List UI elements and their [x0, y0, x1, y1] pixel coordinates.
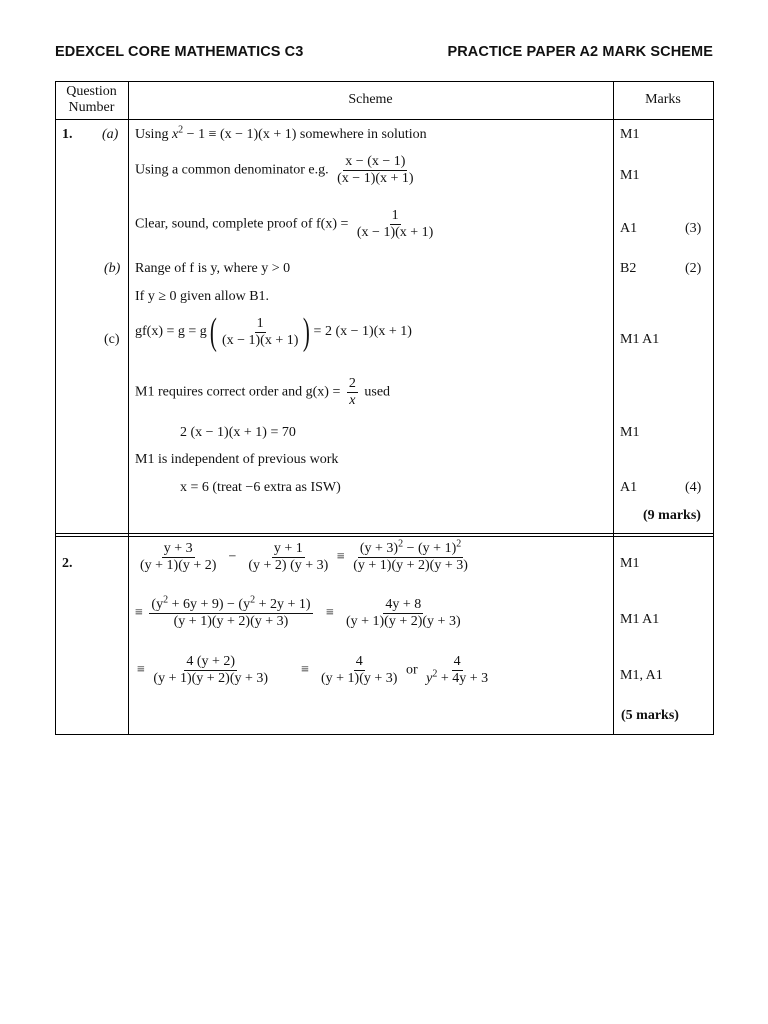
scheme-text: Clear, sound, complete proof of f(x) = — [135, 216, 349, 232]
exponent: 2 — [456, 538, 462, 550]
scheme-text: used — [364, 384, 391, 400]
scheme-text: Using — [135, 127, 172, 142]
numerator-part: + 6y + 9) − (y — [168, 597, 251, 612]
scheme-1b-line1: Range of f is y, where y > 0 — [135, 261, 291, 276]
question-number-2: 2. — [62, 556, 73, 571]
column-header-scheme: Scheme — [348, 92, 393, 107]
equiv-sign: ≡ — [137, 662, 145, 678]
fraction-denominator: (y + 1)(y + 2)(y + 3) — [173, 614, 289, 629]
fraction-denominator: (x − 1)(x + 1) — [356, 225, 434, 240]
scheme-1a-line1 — [135, 124, 427, 143]
mark-2-1: M1 — [620, 556, 640, 571]
numerator-part: − (y + 1) — [403, 541, 457, 556]
question-number-1: 1. — [62, 127, 73, 142]
mark-1c-3: M1 — [620, 425, 640, 440]
exponent: 2 — [398, 538, 404, 550]
fraction-denominator — [424, 668, 490, 687]
or-text: or — [405, 662, 418, 678]
scheme-1c-line1 — [135, 313, 412, 351]
fraction — [151, 654, 270, 687]
fraction-denominator: (x − 1)(x + 1) — [221, 332, 299, 348]
fraction-numerator: 4 — [355, 654, 363, 669]
fraction — [220, 316, 300, 349]
scheme-2-line1 — [135, 538, 473, 574]
mark-1a-3: A1 — [620, 221, 638, 236]
scheme-1c-line4: M1 is independent of previous work — [135, 452, 339, 467]
mark-1b-1: B2 — [620, 261, 637, 276]
table-border-bottom — [55, 734, 714, 735]
fraction-numerator: 1 — [256, 315, 264, 331]
fraction-denominator: (y + 1)(y + 2) — [140, 558, 217, 573]
scheme-1b-line2: If y ≥ 0 given allow B1. — [135, 289, 270, 304]
fraction — [319, 654, 399, 687]
fraction-numerator: 2 — [348, 376, 356, 391]
fraction — [335, 154, 415, 187]
table-border-right — [713, 81, 714, 735]
scheme-text: = 2 (x − 1)(x + 1) — [313, 324, 412, 340]
fraction-denominator: (y + 1)(y + 2)(y + 3) — [153, 671, 269, 686]
mark-1a-2: M1 — [620, 168, 640, 183]
math-variable: y — [426, 671, 433, 686]
fraction-numerator: 4 — [453, 654, 461, 669]
scheme-2-line2 — [135, 594, 466, 630]
fraction-denominator: (y + 2) (y + 3) — [248, 558, 329, 573]
fraction — [246, 541, 330, 574]
fraction-denominator: (y + 1)(y + 3) — [320, 671, 398, 686]
mark-1c-5: A1 — [620, 480, 638, 495]
column-header-question — [55, 84, 128, 116]
mark-1a-1: M1 — [620, 127, 640, 142]
column-divider-marks — [613, 81, 614, 735]
fraction-denominator: (x − 1)(x + 1) — [337, 171, 414, 186]
fraction-denominator: (y + 1)(y + 2)(y + 3) — [353, 558, 468, 573]
scheme-text: gf(x) = g = g — [135, 324, 207, 340]
fraction-numerator — [358, 538, 463, 558]
fraction — [355, 208, 435, 241]
column-header-question-line2: Number — [68, 100, 115, 115]
equiv-sign: ≡ — [301, 662, 309, 678]
fraction-denominator: (y + 1)(y + 2)(y + 3) — [345, 614, 461, 629]
fraction-numerator: y + 3 — [163, 541, 193, 556]
scheme-2-line3 — [137, 654, 493, 687]
header-title-right: PRACTICE PAPER A2 MARK SCHEME — [447, 44, 713, 60]
exponent: 2 — [163, 594, 169, 606]
mark-2-3: M1, A1 — [620, 668, 663, 683]
header-title-left: EDEXCEL CORE MATHEMATICS C3 — [55, 44, 304, 60]
right-paren: ) — [303, 311, 311, 353]
numerator-part: + 2y + 1) — [255, 597, 311, 612]
scheme-1c-line2 — [135, 376, 390, 409]
scheme-1a-line3 — [135, 208, 438, 241]
math-variable: x — [171, 127, 179, 142]
exponent: 2 — [432, 668, 438, 680]
fraction — [138, 541, 218, 574]
fraction — [351, 538, 470, 574]
mark-1b-total: (2) — [685, 261, 702, 276]
denominator-part: + 4y + 3 — [437, 671, 489, 686]
fraction — [149, 594, 312, 630]
question-divider-top — [55, 533, 714, 534]
equiv-sign: ≡ — [135, 605, 143, 621]
part-label-1a: (a) — [102, 127, 119, 142]
scheme-text: M1 requires correct order and g(x) = — [135, 384, 341, 400]
header-row-divider — [55, 119, 714, 120]
mark-1c-total: (4) — [685, 480, 702, 495]
equiv-sign: ≡ — [336, 549, 345, 565]
numerator-part: (y + 3) — [359, 541, 399, 556]
exponent: 2 — [250, 594, 256, 606]
column-header-marks: Marks — [645, 92, 681, 107]
equiv-sign: ≡ — [326, 605, 334, 621]
fraction-numerator: 1 — [391, 208, 399, 223]
fraction-numerator — [149, 594, 312, 614]
exponent: 2 — [178, 124, 184, 136]
part-label-1c: (c) — [104, 332, 120, 347]
fraction — [424, 654, 490, 687]
fraction-numerator: 4 (y + 2) — [186, 654, 236, 669]
minus-sign: − — [228, 549, 237, 565]
marks-total-q2: (5 marks) — [621, 708, 679, 723]
fraction-numerator: y + 1 — [273, 541, 303, 556]
left-paren: ( — [210, 311, 218, 353]
mark-1a-total: (3) — [685, 221, 702, 236]
question-divider-bottom — [55, 536, 714, 537]
fraction — [347, 376, 358, 409]
scheme-text: Using a common denominator e.g. — [135, 162, 329, 178]
column-divider-question — [128, 81, 129, 735]
mark-scheme-table — [55, 81, 714, 735]
scheme-text: − 1 ≡ (x − 1)(x + 1) somewhere in solution — [183, 127, 427, 142]
column-header-question-line1: Question — [66, 84, 117, 99]
scheme-1a-line2 — [135, 154, 419, 187]
fraction — [344, 597, 463, 630]
fraction-numerator: x − (x − 1) — [345, 154, 406, 169]
table-border-top — [55, 81, 714, 82]
scheme-1c-line3: 2 (x − 1)(x + 1) = 70 — [180, 425, 296, 440]
fraction-numerator: 4y + 8 — [385, 597, 422, 612]
fraction-denominator: x — [349, 393, 356, 408]
table-border-left — [55, 81, 56, 735]
scheme-1c-line5: x = 6 (treat −6 extra as ISW) — [180, 480, 341, 495]
part-label-1b: (b) — [104, 261, 121, 276]
mark-2-2: M1 A1 — [620, 612, 660, 627]
marks-total-q1: (9 marks) — [643, 508, 701, 523]
mark-1c-1: M1 A1 — [620, 332, 660, 347]
numerator-part: (y — [151, 597, 164, 612]
